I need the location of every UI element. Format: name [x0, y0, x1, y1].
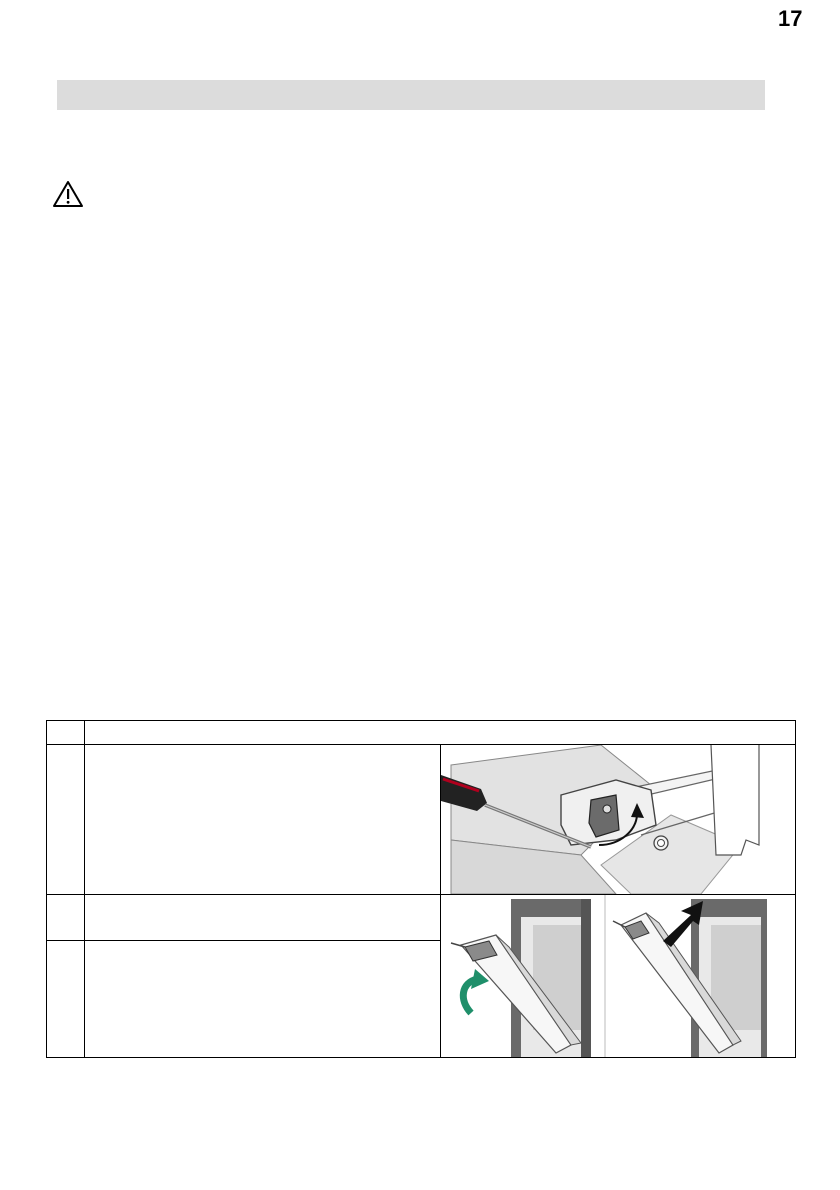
oven-door-right-view — [613, 899, 767, 1057]
table-header-row — [47, 721, 796, 745]
table-row — [47, 745, 796, 895]
step-number-cell — [47, 941, 85, 1058]
hinge-illustration-cell — [440, 745, 796, 895]
door-removal-illustration — [441, 895, 769, 1057]
step-text-cell — [85, 941, 441, 1058]
instruction-table — [46, 720, 796, 1058]
header-text-cell — [85, 721, 796, 745]
oven-door-left-view — [451, 899, 591, 1057]
page-number: 17 — [778, 6, 803, 31]
step-text-cell — [85, 895, 441, 941]
header-step-cell — [47, 721, 85, 745]
door-removal-illustration-cell — [440, 895, 796, 1058]
hinge-lock-illustration — [441, 745, 769, 894]
section-heading-bar — [57, 80, 765, 110]
step-number-cell — [47, 895, 85, 941]
step-text-cell — [85, 745, 441, 895]
table-row — [47, 895, 796, 941]
step-number-cell — [47, 745, 85, 895]
warning-triangle-icon — [52, 180, 84, 208]
